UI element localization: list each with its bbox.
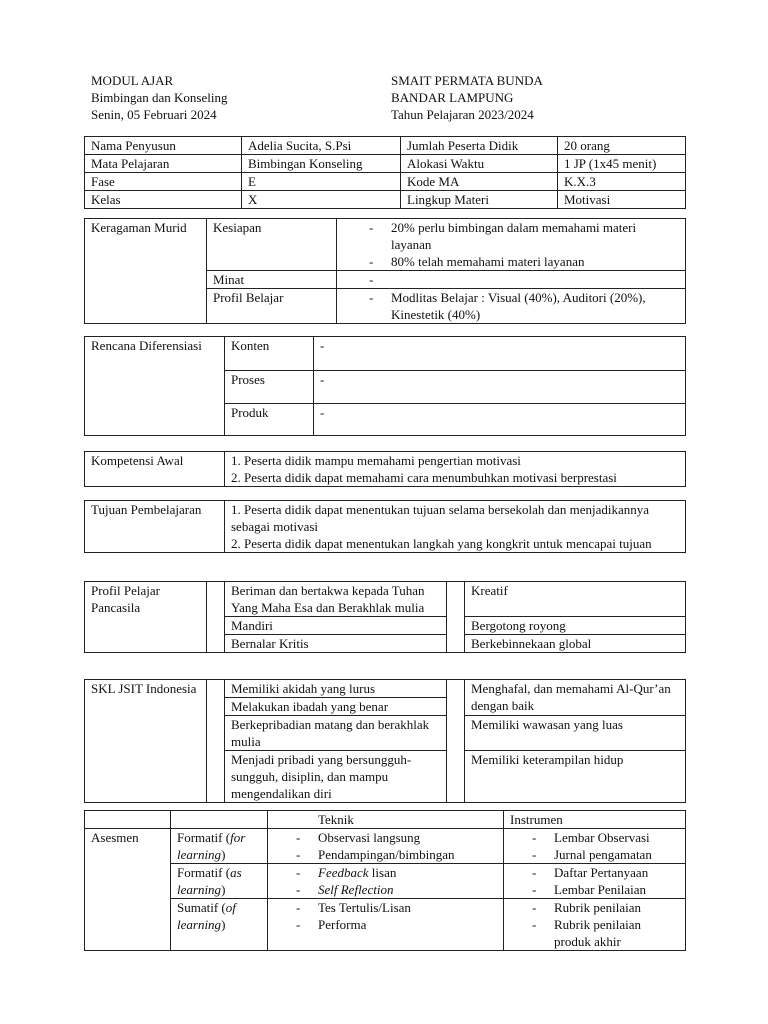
- minat-value: [365, 271, 679, 288]
- cell: Mata Pelajaran: [85, 155, 242, 173]
- asesmen-table: [84, 810, 686, 951]
- instrumen-item: - Rubrik penilaian: [528, 899, 679, 916]
- teknik-item: - Performa: [292, 916, 497, 933]
- profil-item: Mandiri: [225, 617, 447, 635]
- skl-item: Melakukan ibadah yang benar: [225, 698, 447, 716]
- cell: Bimbingan Konseling: [242, 155, 401, 173]
- cell: Adelia Sucita, S.Psi: [242, 137, 401, 155]
- rencana-value: -: [314, 371, 686, 404]
- col-teknik: Teknik: [268, 811, 504, 829]
- header-right: [391, 72, 543, 123]
- skl-item: Memiliki keterampilan hidup: [465, 751, 686, 803]
- rencana-value: -: [314, 337, 686, 371]
- profil-item: Kreatif: [465, 582, 686, 617]
- profil-item: Beriman dan bertakwa kepada Tuhan Yang Maha Esa dan Berakhlak mulia: [225, 582, 447, 617]
- kesiapan-item: - 20% perlu bimbingan dalam memahami materi layanan: [365, 219, 679, 253]
- asesmen-title: Asesmen: [85, 829, 171, 951]
- cell: Kelas: [85, 191, 242, 209]
- rencana-title: Rencana Diferensiasi: [85, 337, 225, 436]
- tujuan-item: 1. Peserta didik dapat menentukan tujuan selama bersekolah dan menjadikannya sebagai motivasi: [231, 502, 650, 534]
- skl-table: [84, 679, 686, 803]
- cell: X: [242, 191, 401, 209]
- cell: Fase: [85, 173, 242, 191]
- kesiapan-label: Kesiapan: [207, 219, 337, 271]
- header-title: MODUL AJAR: [91, 73, 174, 88]
- skl-item: Menghafal, dan memahami Al-Qur’an dengan baik: [465, 680, 686, 716]
- header-year: Tahun Pelajaran 2023/2024: [391, 107, 534, 122]
- profil-belajar-value: - Modlitas Belajar : Visual (40%), Auditori (20%), Kinestetik (40%): [365, 289, 679, 323]
- kompetensi-title: Kompetensi Awal: [85, 452, 225, 487]
- tujuan-title: Tujuan Pembelajaran: [85, 501, 225, 553]
- profil-item: Berkebinnekaan global: [465, 635, 686, 653]
- cell: 1 JP (1x45 menit): [558, 155, 686, 173]
- profil-pancasila-table: [84, 581, 686, 653]
- sumatif-label: Sumatif (of learning): [171, 899, 268, 951]
- minat-label: Minat: [207, 271, 337, 289]
- cell: Motivasi: [558, 191, 686, 209]
- teknik-item: - Self Reflection: [292, 881, 497, 898]
- skl-item: Menjadi pribadi yang bersungguh-sungguh, disiplin, dan mampu mengendalikan diri: [225, 751, 447, 803]
- teknik-item: - Feedback lisan: [292, 864, 497, 881]
- cell: Alokasi Waktu: [401, 155, 558, 173]
- instrumen-item: - Rubrik penilaian produk akhir: [528, 916, 679, 950]
- header-subject: Bimbingan dan Konseling: [91, 90, 228, 105]
- keragaman-title: Keragaman Murid: [85, 219, 207, 324]
- cell: Nama Penyusun: [85, 137, 242, 155]
- cell: K.X.3: [558, 173, 686, 191]
- rencana-label: Proses: [225, 371, 314, 404]
- instrumen-item: - Lembar Penilaian: [528, 881, 679, 898]
- profil-pancasila-title: Profil Pelajar Pancasila: [85, 582, 207, 653]
- formatif-as-label: Formatif (as learning): [171, 864, 268, 899]
- identity-table: [84, 136, 686, 209]
- teknik-item: - Pendampingan/bimbingan: [292, 846, 497, 863]
- skl-item: Memiliki wawasan yang luas: [465, 716, 686, 751]
- profil-item: Bergotong royong: [465, 617, 686, 635]
- teknik-item: - Observasi langsung: [292, 829, 497, 846]
- instrumen-item: - Jurnal pengamatan: [528, 846, 679, 863]
- profil-belajar-label: Profil Belajar: [207, 289, 337, 324]
- cell: E: [242, 173, 401, 191]
- skl-item: Memiliki akidah yang lurus: [225, 680, 447, 698]
- cell: Kode MA: [401, 173, 558, 191]
- skl-item: Berkepribadian matang dan berakhlak mulia: [225, 716, 447, 751]
- instrumen-item: - Daftar Pertanyaan: [528, 864, 679, 881]
- teknik-item: - Tes Tertulis/Lisan: [292, 899, 497, 916]
- skl-title: SKL JSIT Indonesia: [85, 680, 207, 803]
- profil-item: Bernalar Kritis: [225, 635, 447, 653]
- kompetensi-item: 2. Peserta didik dapat memahami cara menumbuhkan motivasi berprestasi: [231, 470, 617, 485]
- tujuan-item: 2. Peserta didik dapat menentukan langkah yang kongkrit untuk mencapai tujuan: [231, 536, 652, 551]
- header-date: Senin, 05 Februari 2024: [91, 107, 217, 122]
- kesiapan-item: - 80% telah memahami materi layanan: [365, 253, 679, 270]
- instrumen-item: - Lembar Observasi: [528, 829, 679, 846]
- rencana-label: Produk: [225, 404, 314, 436]
- rencana-table: [84, 336, 686, 436]
- rencana-value: -: [314, 404, 686, 436]
- formatif-for-label: Formatif (for learning): [171, 829, 268, 864]
- kompetensi-table: [84, 451, 686, 487]
- col-instrumen: Instrumen: [504, 811, 686, 829]
- cell: Lingkup Materi: [401, 191, 558, 209]
- tujuan-table: [84, 500, 686, 553]
- rencana-label: Konten: [225, 337, 314, 371]
- cell: Jumlah Peserta Didik: [401, 137, 558, 155]
- header-city: BANDAR LAMPUNG: [391, 90, 514, 105]
- keragaman-table: [84, 218, 686, 324]
- header-school: SMAIT PERMATA BUNDA: [391, 73, 543, 88]
- kompetensi-item: 1. Peserta didik mampu memahami pengertian motivasi: [231, 453, 521, 468]
- cell: 20 orang: [558, 137, 686, 155]
- header-left: [91, 72, 228, 123]
